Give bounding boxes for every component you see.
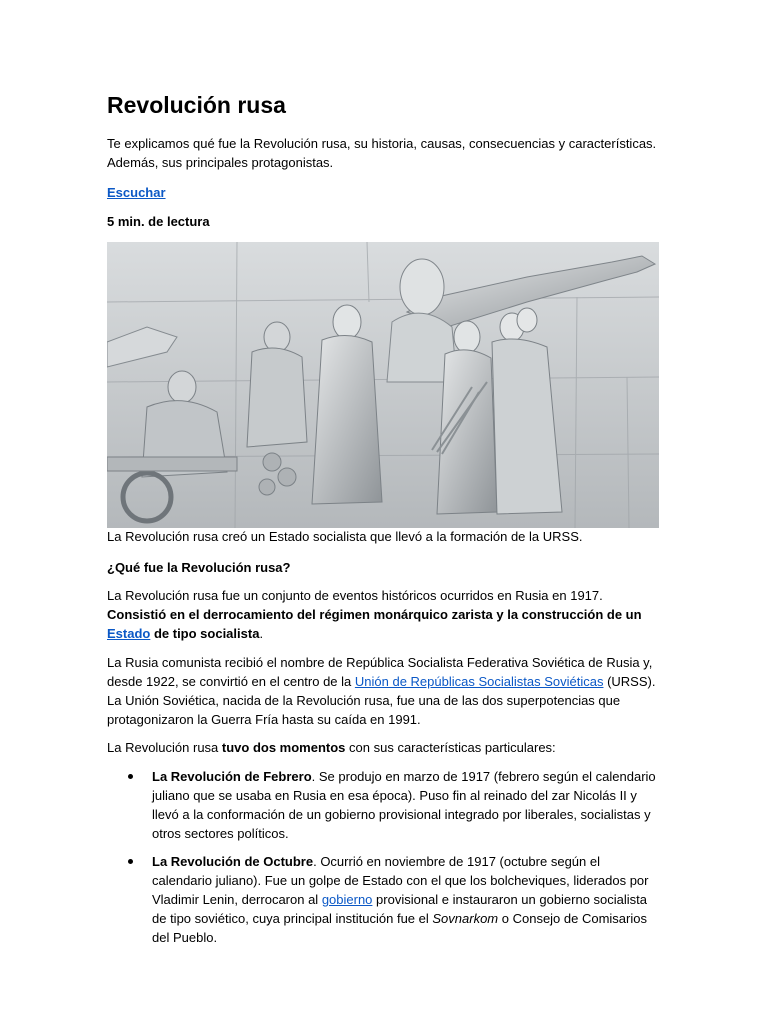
listen-link[interactable]: Escuchar xyxy=(107,185,166,200)
gobierno-link[interactable]: gobierno xyxy=(321,892,373,907)
urss-link[interactable]: Unión de Repúblicas Socialistas Soviéticas xyxy=(354,674,604,689)
paragraph-1: La Revolución rusa fue un conjunto de eventos históricos ocurridos en Rusia en 1917. Consistió en el derrocamiento del régimen monárquico zarista y la construcción de un Estado de tipo socialista. xyxy=(107,588,642,641)
image-caption: La Revolución rusa creó un Estado socialista que llevó a la formación de la URSS. xyxy=(107,529,583,544)
list-item: La Revolución de Febrero. Se produjo en marzo de 1917 (febrero según el calendario juliano que se usaba en Rusia en esa época). Puso fin al reinado del zar Nicolás II y llevó a la conformación de un gobierno provisional integrado por liberales, socialistas y otros sectores políticos. xyxy=(107,767,659,843)
article-image xyxy=(107,242,659,528)
paragraph-3: La Revolución rusa tuvo dos momentos con sus características particulares: xyxy=(107,740,556,755)
intro-paragraph: Te explicamos qué fue la Revolución rusa, su historia, causas, consecuencias y características. Además, sus principales protagonistas. xyxy=(107,136,657,170)
list-item: La Revolución de Octubre. Ocurrió en noviembre de 1917 (octubre según el calendario juliano). Fue un golpe de Estado con el que los bolcheviques, liderados por Vladimir Lenin, derrocaron al gobierno provisional e instauraron un gobierno socialista de tipo soviético, cuya principal institución fue el Sovnarkom o Consejo de Comisarios del Pueblo. xyxy=(107,852,659,947)
estado-link[interactable]: Estado xyxy=(107,626,151,641)
bullet-icon xyxy=(128,859,133,864)
page-title: Revolución rusa xyxy=(107,92,286,118)
reading-time: 5 min. de lectura xyxy=(107,214,210,229)
listen-link-wrap xyxy=(107,183,659,202)
bullet-icon xyxy=(128,774,133,779)
bullet-list xyxy=(107,767,659,947)
section-heading: ¿Qué fue la Revolución rusa? xyxy=(107,560,291,575)
paragraph-2: La Rusia comunista recibió el nombre de República Socialista Federativa Soviética de Rusia y, desde 1922, se convirtió en el centro de la Unión de Repúblicas Socialistas Soviéticas (URSS). La Unión Soviética, nacida de la Revolución rusa, fue una de las dos superpotencias que protagonizaron la Guerra Fría hasta su caída en 1991. xyxy=(107,655,656,727)
soviet-relief-sculpture-image xyxy=(107,242,659,528)
